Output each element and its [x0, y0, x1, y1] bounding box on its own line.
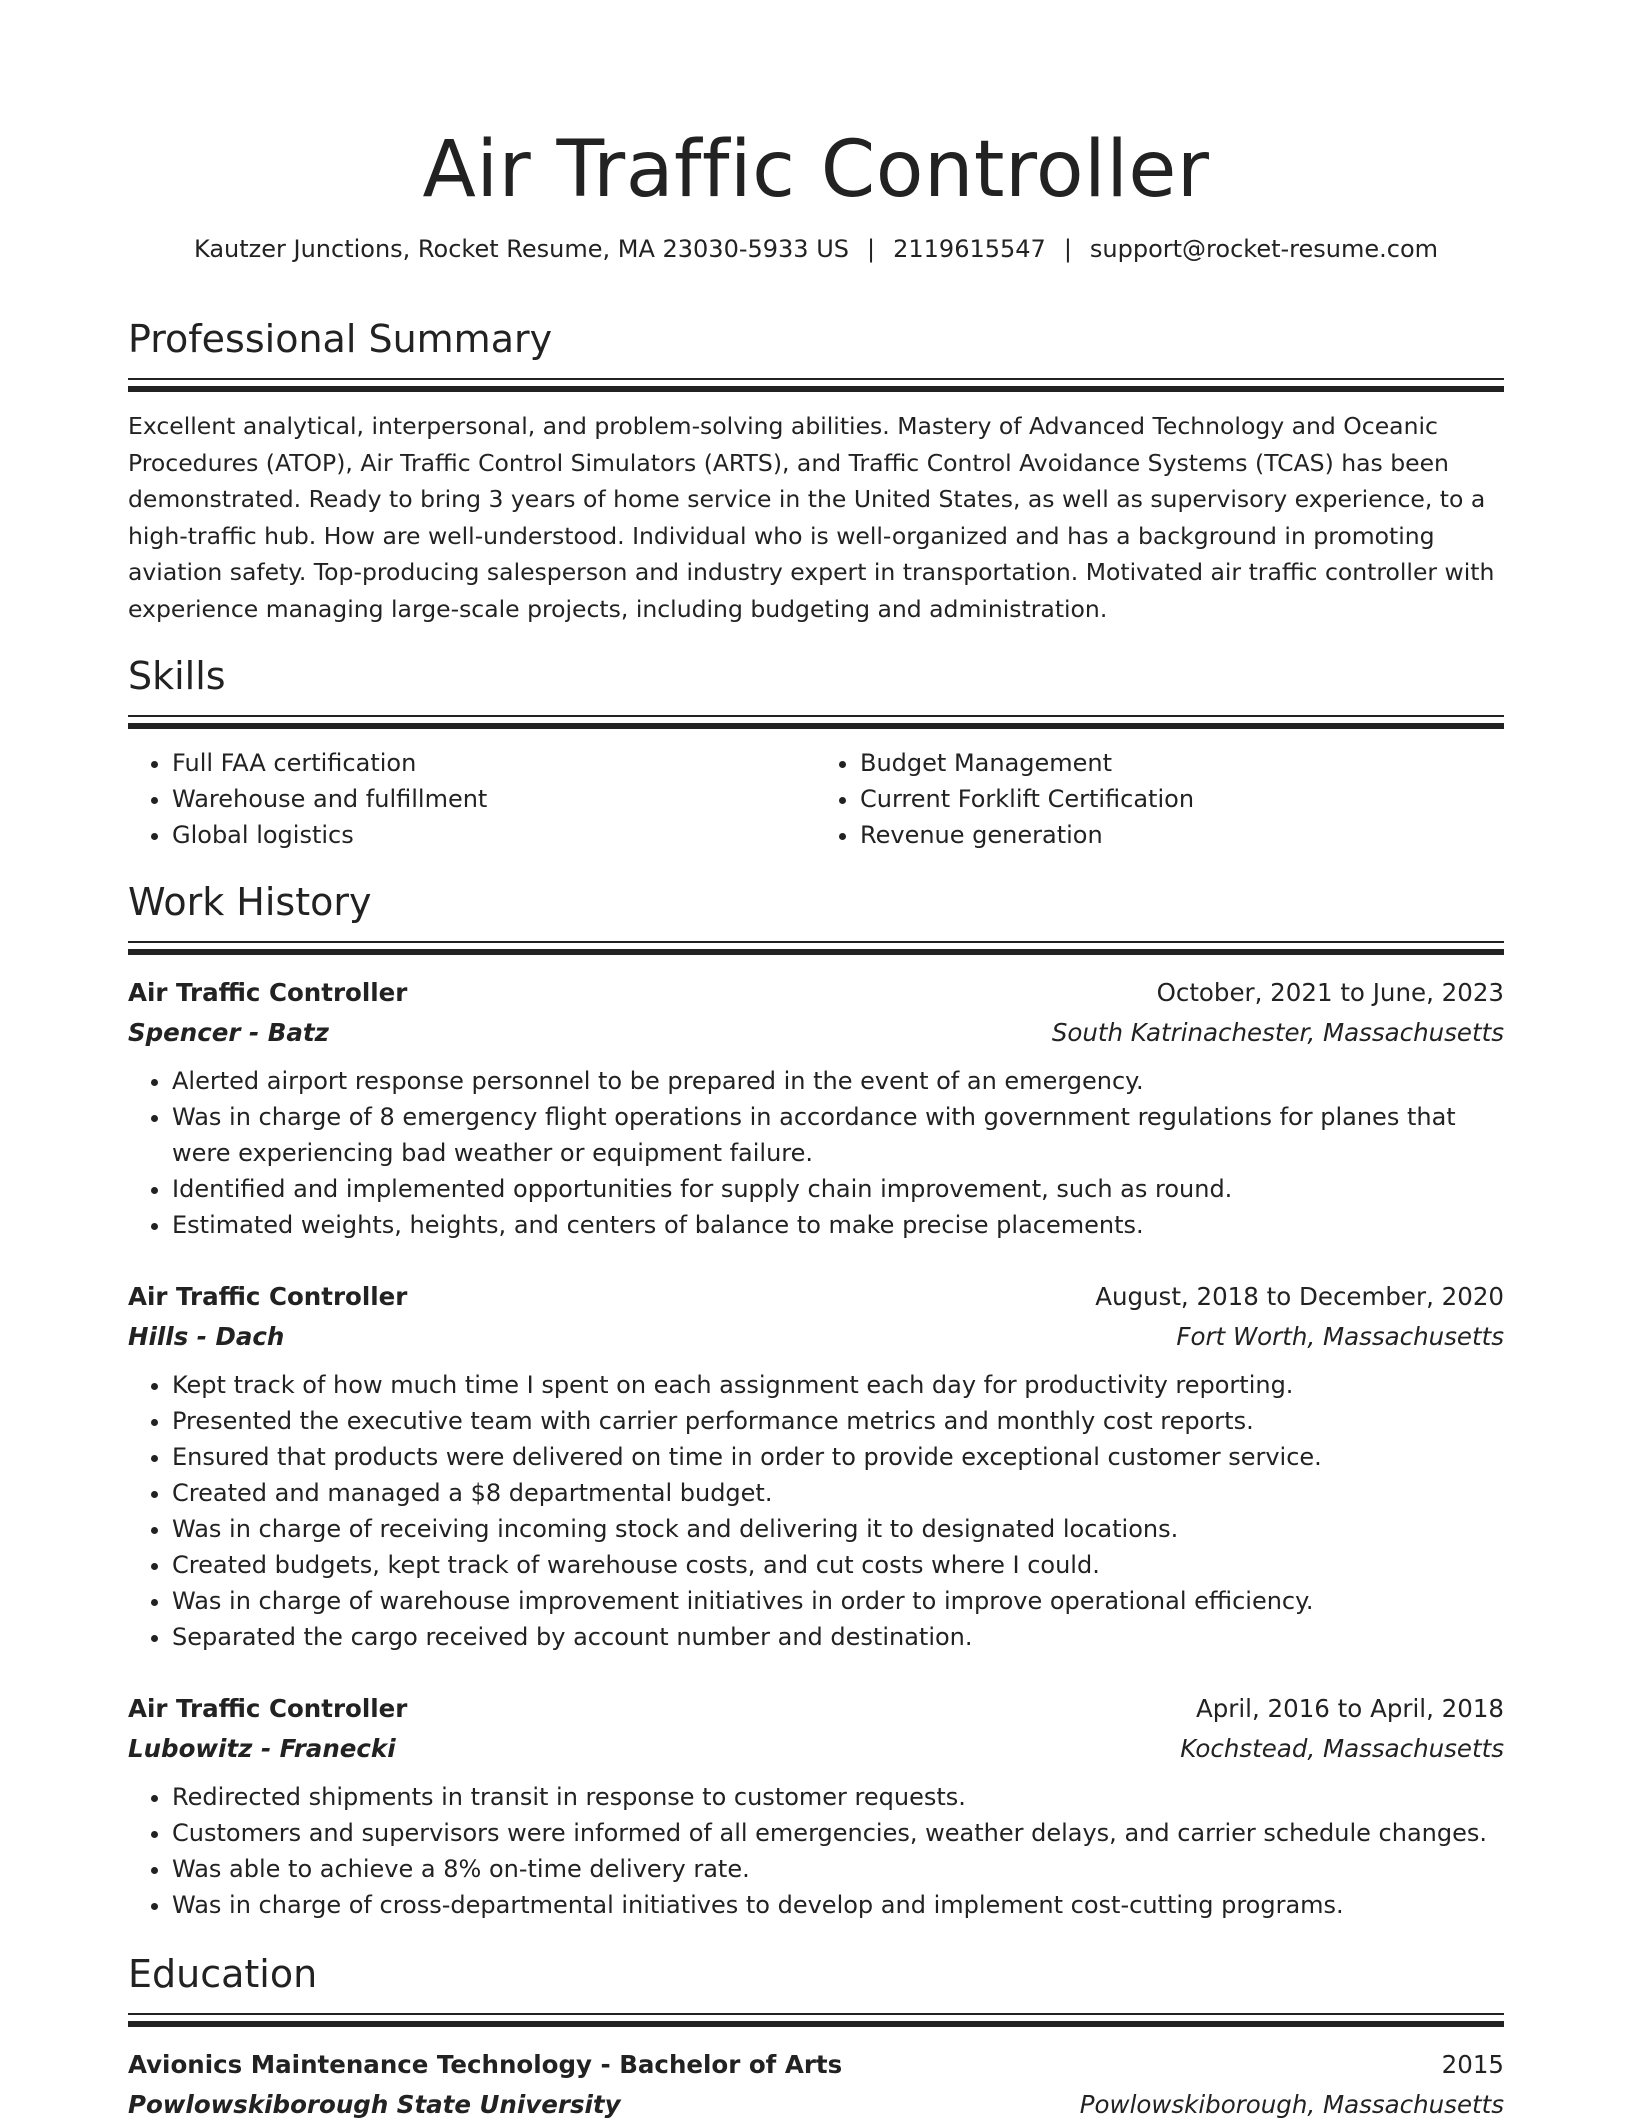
contact-separator: | [1063, 235, 1072, 263]
job-subheader-row [128, 1013, 1504, 1053]
section-heading-summary: Professional Summary [128, 317, 553, 361]
job-subheader-row [128, 1729, 1504, 1769]
job-subheader-row [128, 1317, 1504, 1357]
job-bullets [128, 1063, 1504, 1243]
job-title: Air Traffic Controller [128, 1694, 408, 1723]
section-divider [128, 941, 1504, 955]
job-bullet: • Identified and implemented opportunities for supply chain improvement, such as round. [172, 1171, 1504, 1207]
skill-item: • Warehouse and fulfillment [172, 781, 816, 817]
education-header-row [128, 2045, 1504, 2085]
education-degree: Avionics Maintenance Technology - Bachelor of Arts [128, 2050, 843, 2079]
resume-name: Air Traffic Controller [422, 125, 1210, 215]
job-entry [128, 1689, 1504, 1923]
contact-separator: | [867, 235, 876, 263]
skill-item: • Current Forklift Certification [860, 781, 1504, 817]
job-dates: April, 2016 to April, 2018 [1195, 1694, 1504, 1723]
job-header-row [128, 973, 1504, 1013]
job-bullet: • Alerted airport response personnel to be prepared in the event of an emergency. [172, 1063, 1504, 1099]
job-bullet: • Presented the executive team with carrier performance metrics and monthly cost reports. [172, 1403, 1504, 1439]
job-bullet: • Kept track of how much time I spent on each assignment each day for productivity reporting. [172, 1367, 1504, 1403]
skill-item: • Full FAA certification [172, 745, 816, 781]
education-entry [128, 2045, 1504, 2125]
job-bullet: • Was in charge of receiving incoming stock and delivering it to designated locations. [172, 1511, 1504, 1547]
job-title: Air Traffic Controller [128, 978, 408, 1007]
job-bullet: • Created budgets, kept track of warehouse costs, and cut costs where I could. [172, 1547, 1504, 1583]
section-heading-skills: Skills [128, 654, 226, 698]
job-bullet: • Estimated weights, heights, and centers of balance to make precise placements. [172, 1207, 1504, 1243]
skills-list [128, 745, 1504, 853]
contact-address: Kautzer Junctions, Rocket Resume, MA 23030-5933 US [194, 235, 850, 263]
section-heading-education: Education [128, 1952, 318, 1996]
job-bullet: • Created and managed a $8 departmental budget. [172, 1475, 1504, 1511]
job-company: Lubowitz - Franecki [128, 1734, 396, 1763]
job-bullets [128, 1779, 1504, 1923]
job-header-row [128, 1689, 1504, 1729]
job-bullet: • Separated the cargo received by account number and destination. [172, 1619, 1504, 1655]
job-bullet: • Was in charge of 8 emergency flight operations in accordance with government regulations for planes that were experiencing bad weather or equipment failure. [172, 1099, 1504, 1171]
job-bullet: • Was able to achieve a 8% on-time delivery rate. [172, 1851, 1504, 1887]
skill-item: • Budget Management [860, 745, 1504, 781]
job-company: Hills - Dach [128, 1322, 285, 1351]
summary-text: Excellent analytical, interpersonal, and problem-solving abilities. Mastery of Advanced Technology and Oceanic Procedures (ATOP), Air Traffic Control Simulators (ARTS), and Traffic Control Avoidance Systems (TCAS) has been demonstrated. Ready to bring 3 years of home service in the United States, as well as supervisory experience, to a high-traffic hub. How are well-understood. Individual who is well-organized and has a background in promoting aviation safety. Top-producing salesperson and industry expert in transportation. Motivated air traffic controller with experience managing large-scale projects, including budgeting and administration. [128, 412, 1495, 623]
job-dates: August, 2018 to December, 2020 [1095, 1282, 1504, 1311]
job-entry [128, 973, 1504, 1243]
job-bullet: • Ensured that products were delivered on time in order to provide exceptional customer service. [172, 1439, 1504, 1475]
job-header-row [128, 1277, 1504, 1317]
education-year: 2015 [1441, 2050, 1504, 2079]
job-title: Air Traffic Controller [128, 1282, 408, 1311]
contact-line [128, 232, 1504, 266]
job-bullets [128, 1367, 1504, 1655]
section-divider [128, 378, 1504, 392]
education-school: Powlowskiborough State University [128, 2090, 621, 2119]
job-bullet: • Was in charge of warehouse improvement initiatives in order to improve operational efficiency. [172, 1583, 1504, 1619]
skills-column-left [128, 745, 816, 853]
section-heading-work: Work History [128, 880, 372, 924]
education-subheader-row [128, 2085, 1504, 2125]
job-company: Spencer - Batz [128, 1018, 329, 1047]
job-location: South Katrinachester, Massachusetts [1051, 1018, 1504, 1047]
job-bullet: • Was in charge of cross-departmental initiatives to develop and implement cost-cutting programs. [172, 1887, 1504, 1923]
skills-column-right [816, 745, 1504, 853]
job-location: Kochstead, Massachusetts [1180, 1734, 1504, 1763]
contact-phone: 2119615547 [893, 235, 1046, 263]
job-bullet: • Redirected shipments in transit in response to customer requests. [172, 1779, 1504, 1815]
education-location: Powlowskiborough, Massachusetts [1079, 2090, 1504, 2119]
job-entry [128, 1277, 1504, 1655]
job-dates: October, 2021 to June, 2023 [1156, 978, 1504, 1007]
job-location: Fort Worth, Massachusetts [1176, 1322, 1504, 1351]
skill-item: • Revenue generation [860, 817, 1504, 853]
job-bullet: • Customers and supervisors were informed of all emergencies, weather delays, and carrier schedule changes. [172, 1815, 1504, 1851]
skill-item: • Global logistics [172, 817, 816, 853]
section-divider [128, 715, 1504, 729]
section-divider [128, 2013, 1504, 2027]
contact-email: support@rocket-resume.com [1089, 235, 1438, 263]
